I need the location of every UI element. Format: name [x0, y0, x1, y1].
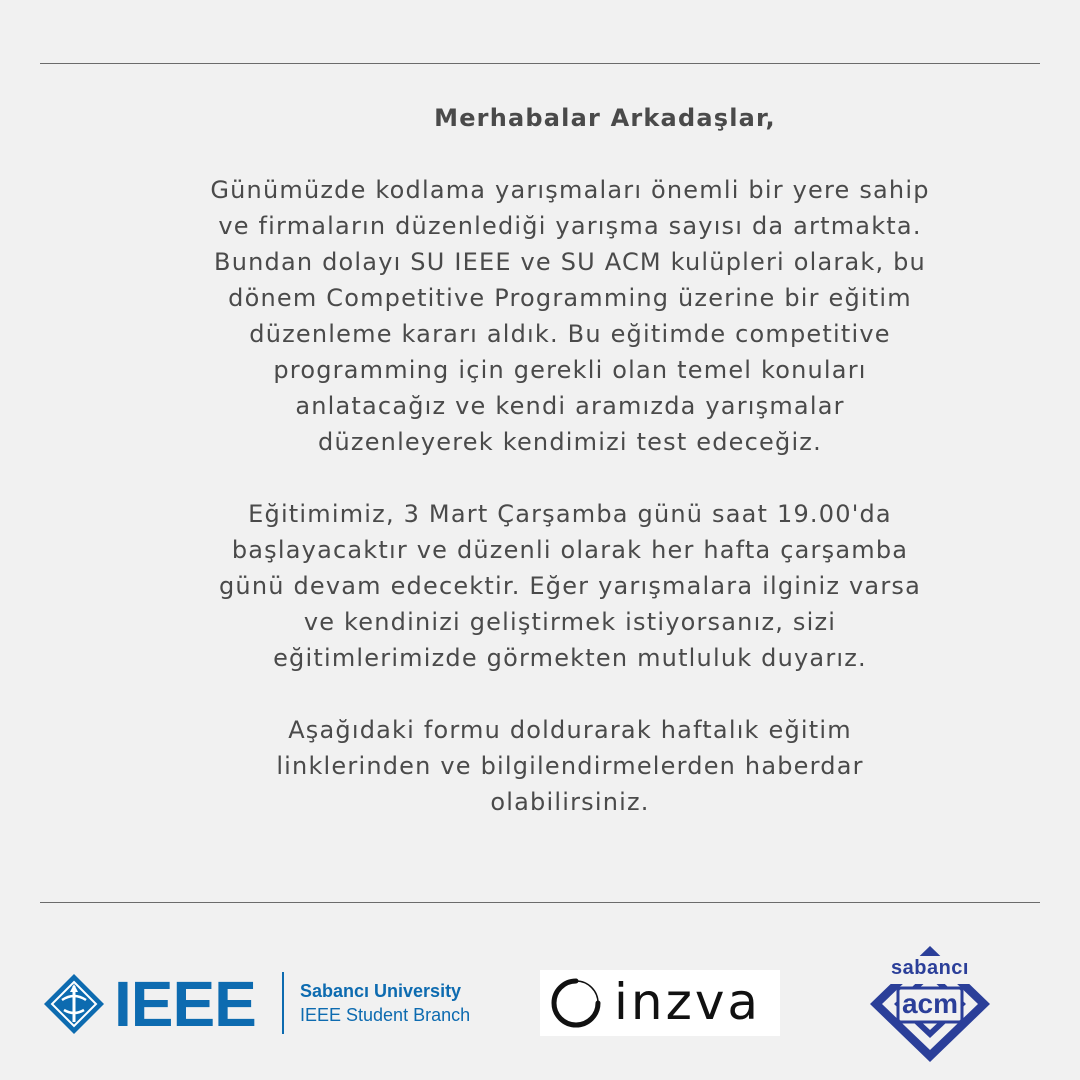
ieee-kite-icon	[42, 972, 106, 1036]
paragraph-intro	[120, 172, 1020, 460]
text-line: Eğitimimiz, 3 Mart Çarşamba günü saat 19.00'da	[248, 500, 892, 528]
acm-main-text: acm	[901, 988, 959, 1019]
top-divider	[40, 63, 1040, 64]
ieee-branch-name: IEEE Student Branch	[300, 1005, 471, 1025]
text-line: ve kendinizi geliştirmek istiyorsanız, sizi	[303, 608, 837, 636]
paragraph-form	[120, 712, 1020, 820]
text-line: başlayacaktır ve düzenli olarak her hafta çarşamba	[231, 536, 909, 564]
text-line: eğitimlerimizde görmekten mutluluk duyarız.	[273, 644, 867, 672]
announcement-text	[120, 100, 1020, 820]
text-line: Bundan dolayı SU IEEE ve SU ACM kulüpleri olarak, bu	[214, 248, 926, 276]
greeting: Merhabalar Arkadaşlar,	[434, 104, 776, 132]
text-line: günü devam edecektir. Eğer yarışmalara ilginiz varsa	[218, 572, 922, 600]
inzva-wordmark: inzva	[614, 973, 762, 1031]
ieee-wordmark: IEEE	[114, 968, 256, 1040]
text-line: anlatacağız ve kendi aramızda yarışmalar	[295, 392, 845, 420]
ieee-university-name: Sabancı University	[300, 981, 462, 1001]
text-line: Aşağıdaki formu doldurarak haftalık eğitim	[288, 716, 852, 744]
bottom-divider	[40, 902, 1040, 903]
inzva-logo	[540, 970, 780, 1036]
inzva-ring-icon	[550, 977, 602, 1029]
acm-top-text: sabancı	[891, 957, 969, 979]
text-line: programming için gerekli olan temel konuları	[273, 356, 867, 384]
ieee-logo	[42, 966, 482, 1042]
text-line: dönem Competitive Programming üzerine bir eğitim	[228, 284, 912, 312]
paragraph-schedule	[120, 496, 1020, 676]
ieee-logo-divider	[282, 972, 284, 1034]
text-line: linklerinden ve bilgilendirmelerden haberdar	[276, 752, 864, 780]
acm-logo	[868, 944, 992, 1064]
text-line: düzenleyerek kendimizi test edeceğiz.	[318, 428, 822, 456]
text-line: düzenleme kararı aldık. Bu eğitimde competitive	[249, 320, 891, 348]
text-line: olabilirsiniz.	[490, 788, 650, 816]
text-line: Günümüzde kodlama yarışmaları önemli bir yere sahip	[210, 176, 930, 204]
text-line: ve firmaların düzenlediği yarışma sayısı da artmakta.	[218, 212, 922, 240]
